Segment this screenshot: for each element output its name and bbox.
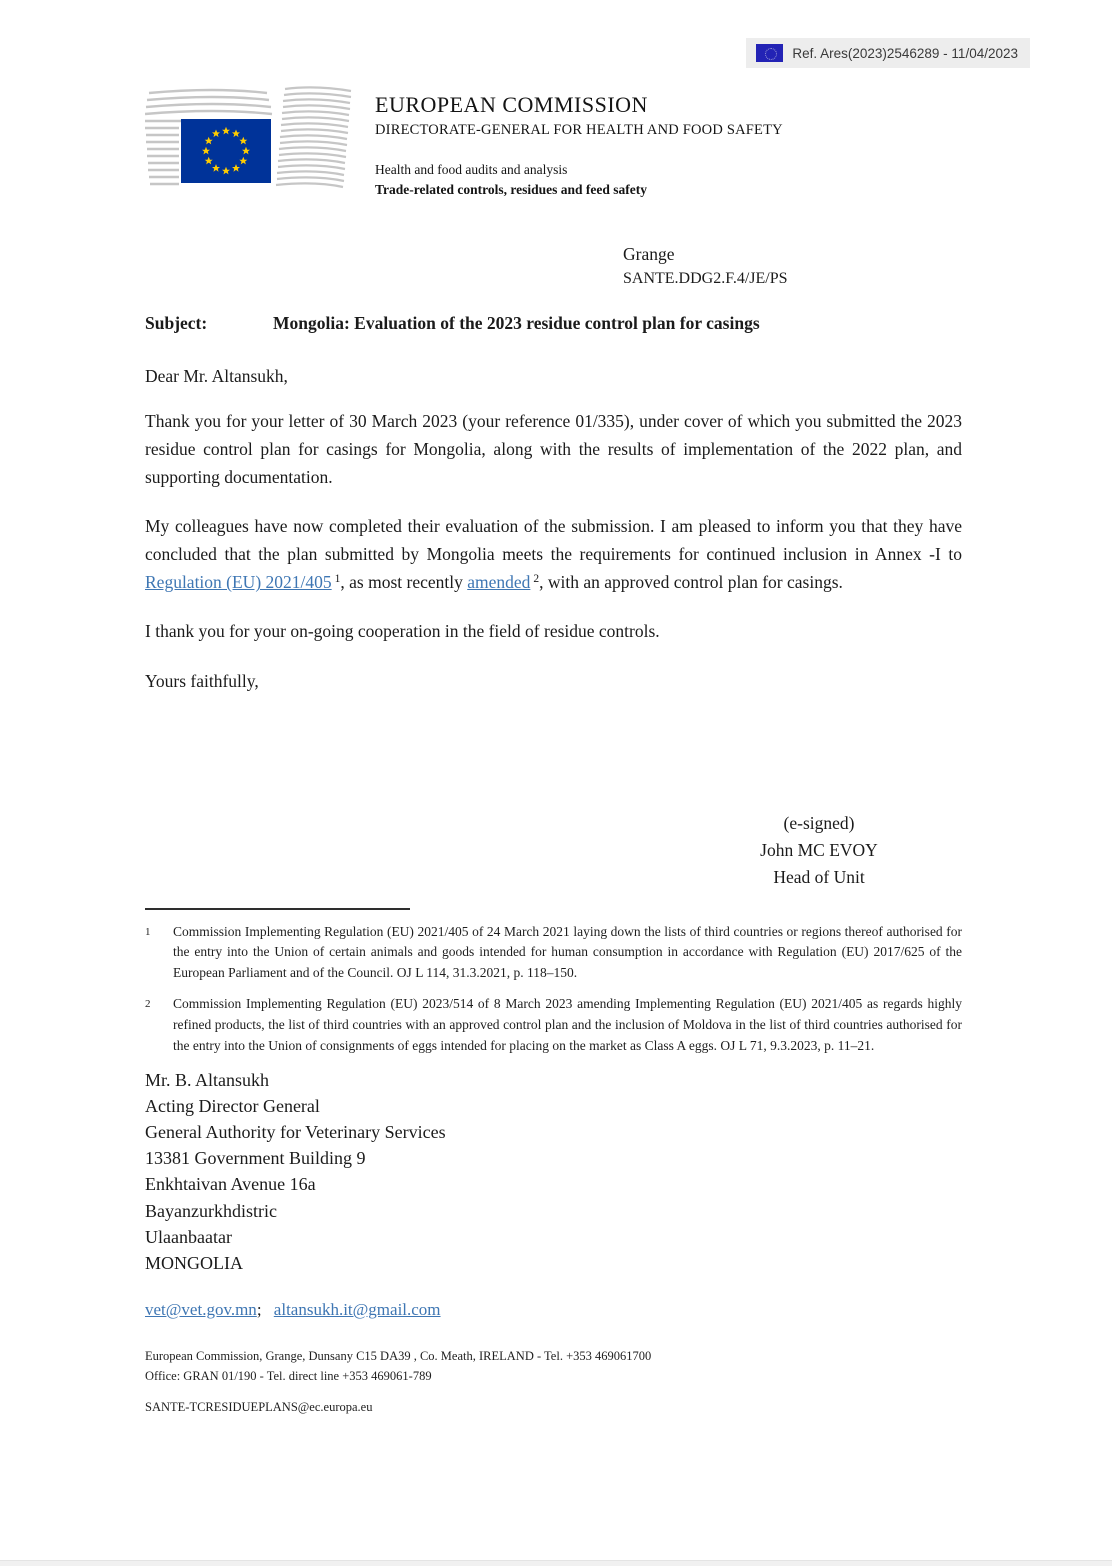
footer-line-2: Office: GRAN 01/190 - Tel. direct line +353 469061-789 [145, 1368, 432, 1383]
logo-right-waves [276, 87, 351, 187]
recipient-line: Bayanzurkhdistric [145, 1200, 277, 1221]
subject-label: Subject: [145, 312, 208, 333]
recipient-address [145, 1067, 962, 1276]
footnote-ref-1: 1 [334, 572, 341, 585]
closing: Yours faithfully, [145, 671, 259, 692]
footer-address [145, 1346, 962, 1386]
recipient-line: MONGOLIA [145, 1252, 243, 1273]
paragraph-1: Thank you for your letter of 30 March 2023 (your reference 01/335), under cover of which you submitted the 2023 residue control plan for casings for Mongolia, along with the results of implementation of the 2022 plan, and supporting documentation. [145, 410, 962, 488]
origin-block [623, 241, 962, 291]
recipient-line: Enkhtaivan Avenue 16a [145, 1174, 316, 1195]
paragraph-2-text: , with an approved control plan for casings. [539, 572, 843, 593]
subject-text: Mongolia: Evaluation of the 2023 residue control plan for casings [273, 312, 760, 333]
eu-flag [181, 119, 271, 183]
functional-mailbox: SANTE-TCRESIDUEPLANS@ec.europa.eu [145, 1399, 373, 1414]
recipient-line: Mr. B. Altansukh [145, 1070, 270, 1091]
footnote-separator [145, 908, 410, 910]
email-separator: ; [256, 1299, 262, 1319]
salutation: Dear Mr. Altansukh, [145, 365, 288, 386]
email-line [145, 1300, 962, 1320]
letterhead-text [375, 85, 783, 201]
recipient-line: 13381 Government Building 9 [145, 1148, 366, 1169]
subject-row [145, 313, 962, 334]
institution-name: EUROPEAN COMMISSION [375, 92, 648, 117]
paragraph-2 [145, 512, 962, 597]
page-edge-strip [0, 1560, 1112, 1566]
regulation-link[interactable]: Regulation (EU) 2021/405 [145, 572, 332, 593]
european-commission-logo [145, 85, 357, 195]
esigned-label: (e-signed) [783, 813, 855, 834]
footnote-1-number: 1 [145, 925, 151, 938]
signature-block [703, 810, 935, 891]
footer-line-1: European Commission, Grange, Dunsany C15 DA39 , Co. Meath, IRELAND - Tel. +353 469061700 [145, 1348, 652, 1363]
paragraph-2-text: My colleagues have now completed their evaluation of the submission. I am pleased to inform you that they have concluded that the plan submitted by Mongolia meets the requirements for continued inclusion in Annex -I to [145, 515, 962, 565]
unit-block [375, 160, 783, 201]
paragraph-2-text: , as most recently [340, 572, 468, 593]
sector-line: Trade-related controls, residues and feed safety [375, 182, 647, 198]
footnote-1-text: Commission Implementing Regulation (EU) 2021/405 of 24 March 2021 laying down the lists of third countries or regions thereof authorised for the entry into the Union of certain animals and goods intended for human consumption in accordance with Regulation (EU) 2017/625 of the European Parliament and of the Council. OJ L 114, 31.3.2021, p. 118–150. [173, 923, 962, 981]
signer-name: John MC EVOY [760, 840, 878, 861]
email-link-vet[interactable]: vet@vet.gov.mn [145, 1299, 257, 1319]
letterhead [145, 85, 962, 201]
ares-reference-text: Ref. Ares(2023)2546289 - 11/04/2023 [792, 45, 1018, 61]
footnote-2 [145, 994, 962, 1057]
ares-reference-badge [746, 38, 1030, 68]
unit-line: Health and food audits and analysis [375, 162, 568, 177]
directorate-name: DIRECTORATE-GENERAL FOR HEALTH AND FOOD SAFETY [375, 122, 783, 138]
recipient-line: General Authority for Veterinary Services [145, 1122, 446, 1143]
recipient-line: Ulaanbaatar [145, 1226, 232, 1247]
footnote-2-number: 2 [145, 998, 151, 1011]
eu-flag-icon [756, 44, 783, 62]
footnote-2-text: Commission Implementing Regulation (EU) 2023/514 of 8 March 2023 amending Implementing Regulation (EU) 2021/405 as regards highly refined products, the list of third countries with an approved control plan and the inclusion of Moldova in the list of third countries authorised for the entry into the Union of consignments of eggs intended for placing on the market as Class A eggs. OJ L 71, 9.3.2023, p. 11–21. [173, 996, 962, 1054]
email-link-gmail[interactable]: altansukh.it@gmail.com [273, 1299, 441, 1319]
signer-title: Head of Unit [773, 867, 865, 888]
origin-reference: SANTE.DDG2.F.4/JE/PS [623, 269, 788, 287]
footnote-ref-2: 2 [533, 572, 540, 585]
origin-location: Grange [623, 243, 675, 264]
footnote-1 [145, 922, 962, 985]
recipient-line: Acting Director General [145, 1096, 320, 1117]
amended-link[interactable]: amended [467, 572, 531, 593]
paragraph-3: I thank you for your on-going cooperation in the field of residue controls. [145, 620, 660, 641]
